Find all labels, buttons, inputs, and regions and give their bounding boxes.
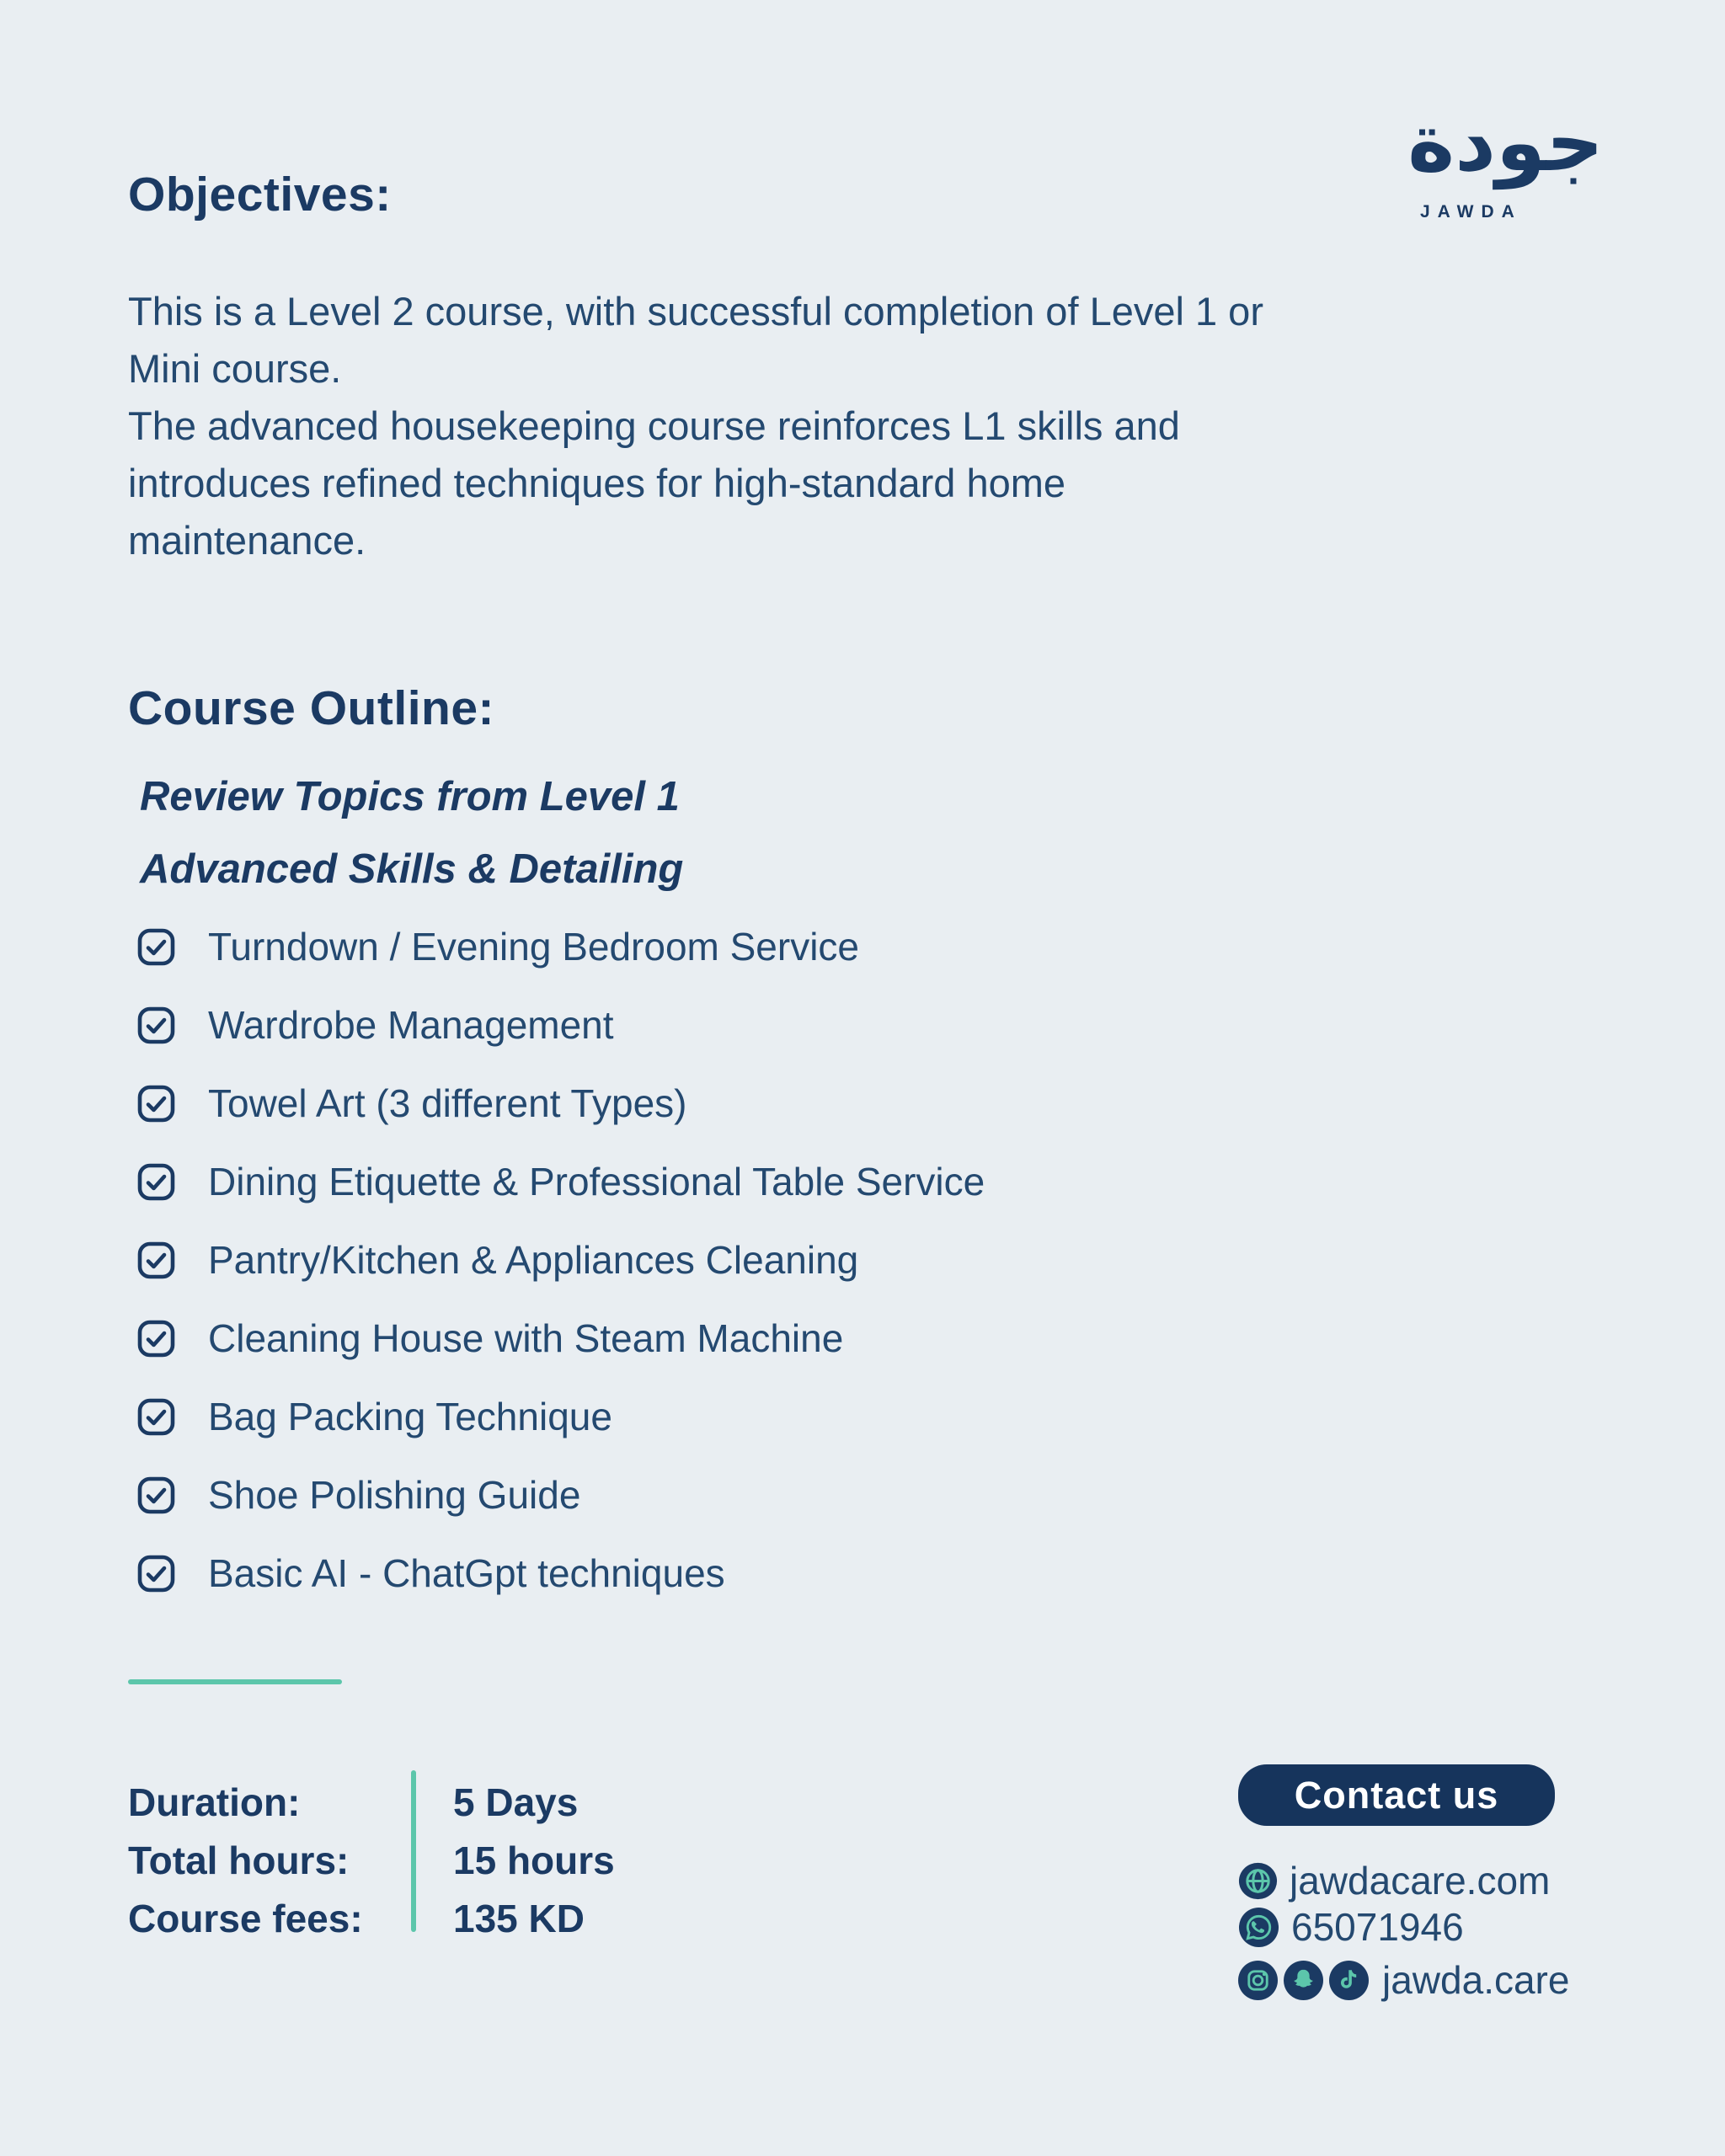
whatsapp-icon [1238, 1907, 1279, 1948]
paragraph-line: This is a Level 2 course, with successful completion of Level 1 or [128, 289, 1263, 334]
paragraph-line: introduces refined techniques for high-standard home [128, 461, 1066, 505]
course-details-values [453, 1774, 615, 1948]
checkbox-checked-icon [137, 1398, 175, 1436]
contact-row-social[interactable] [1238, 1957, 1569, 2003]
course-fees-label: Course fees: [128, 1897, 363, 1940]
checklist-item [137, 1316, 985, 1360]
checklist-item [137, 925, 985, 969]
course-outline-heading: Course Outline: [128, 681, 495, 735]
checklist-item-label: Basic AI - ChatGpt techniques [208, 1551, 725, 1595]
jawda-logo-latin: JAWDA [1420, 202, 1522, 221]
checkbox-checked-icon [137, 1555, 175, 1593]
snapchat-icon[interactable] [1284, 1961, 1323, 2000]
teal-divider-line [128, 1679, 342, 1684]
globe-icon [1238, 1861, 1278, 1901]
checkbox-checked-icon [137, 928, 175, 966]
social-handle[interactable]: jawda.care [1382, 1958, 1570, 2002]
checklist-item-label: Towel Art (3 different Types) [208, 1081, 687, 1125]
course-details-labels [128, 1774, 363, 1948]
checkbox-checked-icon [137, 1163, 175, 1201]
total-hours-label: Total hours: [128, 1838, 350, 1882]
checklist-item [137, 1162, 985, 1201]
checkbox-checked-icon [137, 1476, 175, 1514]
checklist-item [137, 1238, 985, 1282]
objectives-heading: Objectives: [128, 168, 392, 221]
contact-row-website[interactable] [1238, 1858, 1550, 1903]
checklist-item [137, 1397, 985, 1436]
jawda-logo-arabic: جودة [1407, 97, 1604, 189]
tiktok-icon[interactable] [1329, 1961, 1369, 2000]
checklist-item-label: Bag Packing Technique [208, 1395, 612, 1438]
paragraph-line: Mini course. [128, 346, 342, 391]
paragraph-line: maintenance. [128, 518, 366, 563]
duration-label: Duration: [128, 1780, 301, 1824]
teal-separator-line [411, 1770, 416, 1932]
contact-row-phone[interactable] [1238, 1904, 1464, 1950]
checklist-item [137, 1551, 985, 1595]
subheading-review-topics: Review Topics from Level 1 [140, 774, 680, 819]
course-fees-value: 135 KD [453, 1897, 585, 1940]
checklist-item [137, 1003, 985, 1047]
checklist-item [137, 1081, 985, 1125]
contact-us-button-label: Contact us [1294, 1773, 1499, 1817]
checkbox-checked-icon [137, 1006, 175, 1044]
contact-us-button[interactable] [1238, 1764, 1555, 1826]
total-hours-value: 15 hours [453, 1838, 615, 1882]
course-outline-checklist [137, 927, 985, 1632]
checkbox-checked-icon [137, 1085, 175, 1123]
checklist-item-label: Cleaning House with Steam Machine [208, 1316, 844, 1360]
subheading-advanced-skills: Advanced Skills & Detailing [140, 846, 684, 892]
website-link[interactable]: jawdacare.com [1290, 1859, 1551, 1903]
instagram-icon[interactable] [1238, 1961, 1278, 2000]
phone-number[interactable]: 65071946 [1291, 1905, 1464, 1949]
checkbox-checked-icon [137, 1241, 175, 1279]
checkbox-checked-icon [137, 1320, 175, 1358]
checklist-item-label: Turndown / Evening Bedroom Service [208, 925, 860, 969]
checklist-item-label: Pantry/Kitchen & Appliances Cleaning [208, 1238, 859, 1282]
paragraph-line: The advanced housekeeping course reinforces L1 skills and [128, 403, 1180, 448]
checklist-item-label: Wardrobe Management [208, 1003, 614, 1047]
checklist-item-label: Shoe Polishing Guide [208, 1473, 581, 1517]
objectives-paragraph [128, 283, 1263, 569]
duration-value: 5 Days [453, 1780, 579, 1824]
checklist-item-label: Dining Etiquette & Professional Table Service [208, 1160, 985, 1203]
checklist-item [137, 1473, 985, 1517]
jawda-logo [1407, 97, 1604, 221]
